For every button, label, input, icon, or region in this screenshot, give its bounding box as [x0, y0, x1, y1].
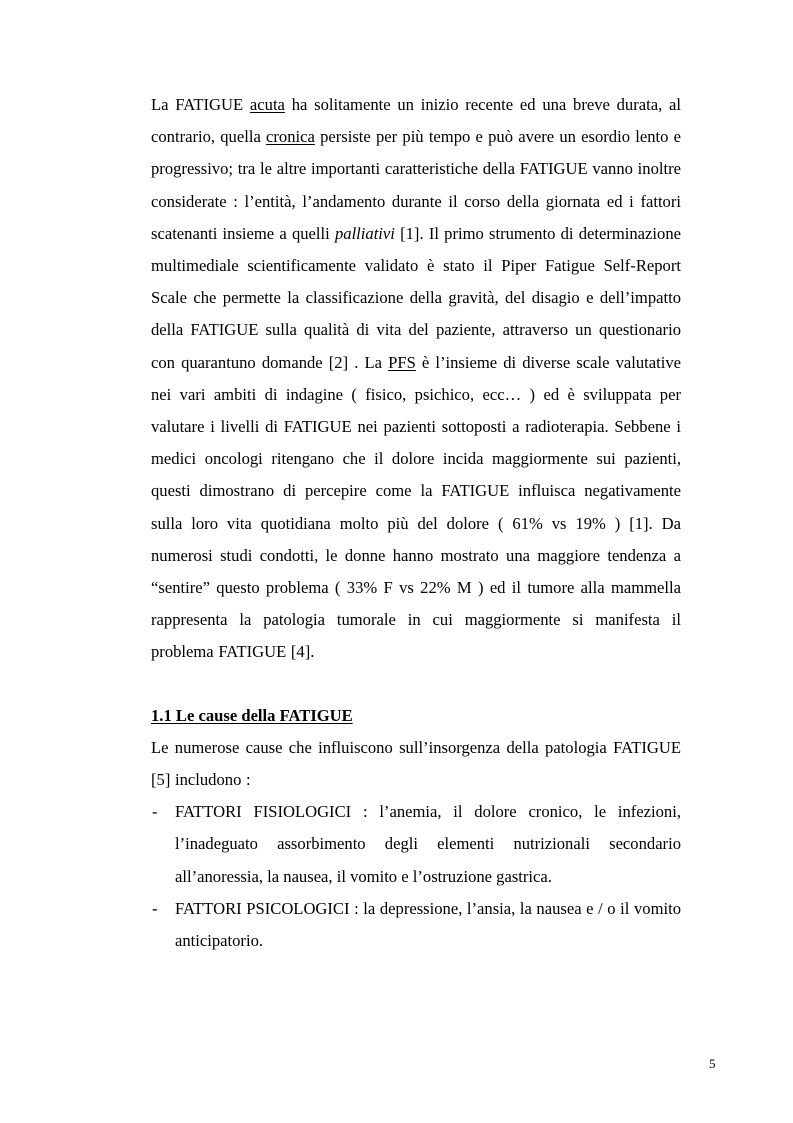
document-page	[151, 89, 681, 957]
text-span: La FATIGUE	[151, 95, 250, 114]
underlined-term-cronica: cronica	[266, 127, 315, 147]
underlined-term-acuta: acuta	[249, 95, 285, 114]
list-item-psychological	[151, 893, 681, 957]
text-span: [1]. Il primo strumento di determinazione multimediale scientificamente validato è stato il Piper Fatigue Self-Report Scale che permette la classificazione della gravità, del disagio e dell’impatto della FATIGUE sulla qualità di vita del paziente, attraverso un questionario con quarantuno domande [2] . La	[151, 223, 681, 372]
underlined-term-pfs: PFS	[388, 352, 416, 372]
list-item-text: FATTORI PSICOLOGICI : la depressione, l’ansia, la nausea e / o il vomito anticipatorio.	[175, 898, 681, 951]
dash-bullet: -	[152, 802, 158, 822]
text-span: persiste per più tempo e può avere un esordio lento e progressivo; tra le altre importanti caratteristiche della FATIGUE vanno inoltre considerate : l’entità, l’andamento durante il corso della giornata ed i fattori scatenanti insieme a quelli	[151, 127, 681, 243]
causes-list	[151, 796, 681, 957]
section-intro: Le numerose cause che influiscono sull’insorgenza della patologia FATIGUE [5] includono :	[151, 737, 681, 790]
paragraph-intro	[151, 89, 681, 669]
text-span: è l’insieme di diverse scale valutative nei vari ambiti di indagine ( fisico, psichico, ecc… ) ed è sviluppata per valutare i livelli di FATIGUE nei pazienti sottoposti a radioterapia. Sebbene i medici oncologi ritengano che il dolore incida maggiormente sui pazienti, questi dimostrano di percepire come la FATIGUE influisca negativamente sulla loro vita quotidiana molto più del dolore ( 61% vs 19% ) [1]. Da numerosi studi condotti, le donne hanno mostrato una maggiore tendenza a “sentire” questo problema ( 33% F vs 22% M ) ed il tumore alla mammella rappresenta la patologia tumorale in cui maggiormente si manifesta il problema FATIGUE [4].	[151, 352, 681, 662]
text-span: ha solitamente un inizio recente ed una breve durata, al contrario, quella	[151, 95, 681, 147]
italic-term-palliativi: palliativi	[334, 223, 395, 243]
dash-bullet: -	[152, 898, 158, 918]
section-heading: 1.1 Le cause della FATIGUE	[151, 705, 353, 725]
page-number: 5	[709, 1056, 716, 1071]
list-item-physiological	[151, 796, 681, 893]
list-item-text: FATTORI FISIOLOGICI : l’anemia, il dolore cronico, le infezioni, l’inadeguato assorbimento degli elementi nutrizionali secondario all’anoressia, la nausea, il vomito e l’ostruzione gastrica.	[175, 802, 681, 886]
